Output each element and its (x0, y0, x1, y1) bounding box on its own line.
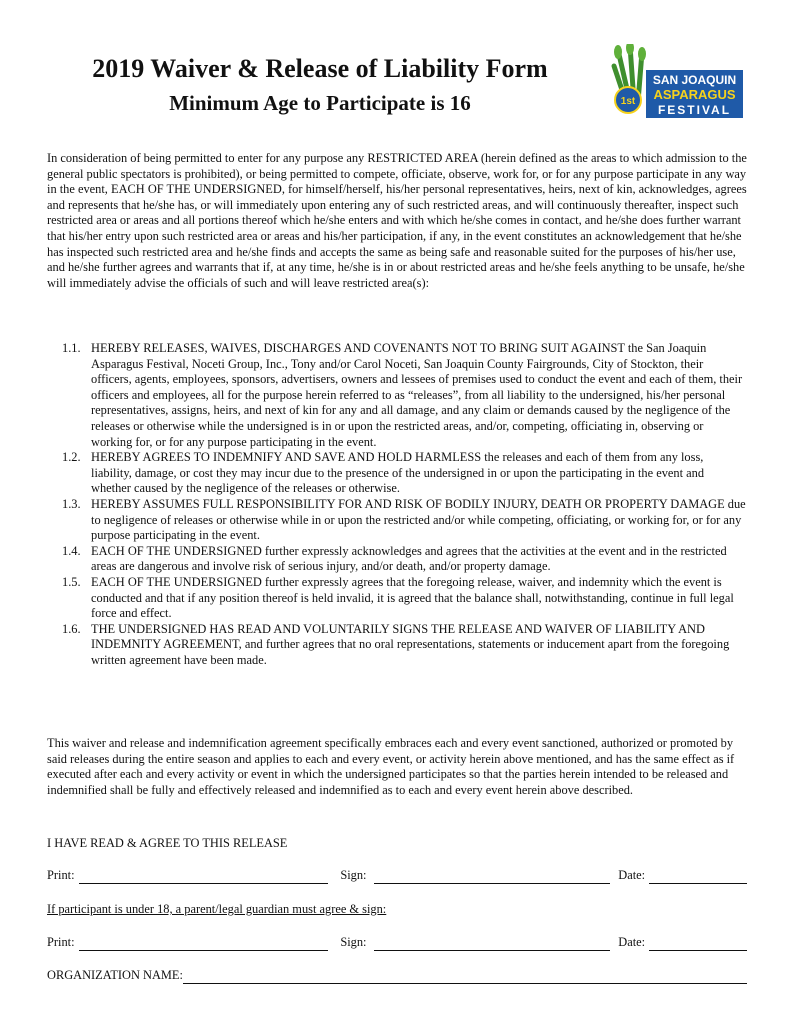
logo-line-2: ASPARAGUS (653, 87, 736, 102)
clause-text: THE UNDERSIGNED HAS READ AND VOLUNTARILY SIGNS THE RELEASE AND WAIVER OF LIABILITY AND INDEMNITY AGREEMENT, and further agrees that no oral representations, statements or inducement apart from the foregoing written agreement have been made. (91, 621, 730, 667)
guardian-sign-field[interactable] (374, 938, 610, 951)
organization-row (47, 966, 747, 984)
clause-item (62, 341, 746, 450)
guardian-signature-row (47, 933, 747, 951)
clause-item (62, 450, 746, 497)
logo-line-1: SAN JOAQUIN (652, 73, 737, 87)
clause-text: EACH OF THE UNDERSIGNED further expressly agrees that the foregoing release, waiver, and indemnity which the event is conducted and that if any position thereof is held invalid, it is agreed that the balance shall, notwithstanding, continue in full legal force and effect. (91, 574, 734, 621)
date-label: Date: (618, 935, 646, 949)
organization-name-field[interactable] (183, 971, 747, 984)
clause-number: 1.5. (62, 574, 81, 589)
svg-text:1st: 1st (620, 96, 636, 107)
print-label: Print: (47, 868, 75, 882)
print-label: Print: (47, 935, 75, 949)
clause-item (62, 497, 746, 544)
participant-print-field[interactable] (79, 871, 329, 884)
organization-label: ORGANIZATION NAME: (47, 968, 183, 982)
clause-text: HEREBY RELEASES, WAIVES, DISCHARGES AND COVENANTS NOT TO BRING SUIT AGAINST the San Joaquin Asparagus Festival, Noceti Group, Inc., Tony and/or Carol Noceti, San Joaquin County Fairgrounds, City of Stockton, their officers, agents, employees, sponsors, advertisers, owners and lessees of premises used to conduct the event and each of them, their officers and employees, all for the purpose herein referred to as “releases”, from all liability to the undersigned, his/her personal representatives, assigns, heirs, and next of kin for any and all damage, and any claim or demands caused by the negligence of the releases or otherwise while the undersigned is in or upon the restricted areas, and/or, competing, officiating in, observing or working for, or for any purpose participating in the event. (91, 341, 743, 449)
sign-label: Sign: (340, 935, 367, 949)
clause-text: HEREBY ASSUMES FULL RESPONSIBILITY FOR AND RISK OF BODILY INJURY, DEATH OR PROPERTY DAMAGE due to negligence of releases or otherwise while in or upon the restricted and/or while competing, officiating, or working for, or for any purpose participating in the event. (91, 496, 746, 543)
clause-number: 1.1. (62, 341, 81, 355)
guardian-date-field[interactable] (649, 938, 747, 951)
participant-sign-field[interactable] (374, 871, 610, 884)
date-label: Date: (618, 868, 646, 882)
participant-signature-row (47, 866, 747, 884)
form-title: 2019 Waiver & Release of Liability Form (92, 54, 548, 83)
guardian-notice: If participant is under 18, a parent/legal guardian must agree & sign: (47, 902, 387, 916)
clause-text: HEREBY AGREES TO INDEMNIFY AND SAVE AND HOLD HARMLESS the releases and each of them from any loss, liability, damage, or cost they may incur due to the presence of the undersigned in or upon the participating in the event and whether caused by the negligence of the releases or otherwise. (91, 450, 705, 496)
logo-line-3: FESTIVAL (657, 103, 732, 117)
clause-item (62, 622, 746, 669)
guardian-print-field[interactable] (79, 938, 329, 951)
form-subtitle: Minimum Age to Participate is 16 (169, 91, 471, 115)
sign-label: Sign: (340, 868, 367, 882)
participant-date-field[interactable] (649, 871, 747, 884)
clause-number: 1.2. (62, 450, 81, 465)
clause-list (62, 341, 746, 668)
clause-item (62, 575, 746, 622)
festival-logo (610, 44, 745, 126)
intro-paragraph: In consideration of being permitted to enter for any purpose any RESTRICTED AREA (herein defined as the areas to which admission to the general public spectators is prohibited), or being permitted to compete, officiate, observe, work for, or for any purpose participate in any way in the event, EACH OF THE UNDERSIGNED, for himself/herself, his/her personal representatives, heirs, next of kin, acknowledges, agrees and represents that he/she has, or will immediately upon entering any of such restricted areas, and will continuously thereafter, inspect such restricted area or areas and all portions thereof which he/she enters and with which he/she comes in contact, and he/she does further warrant that his/her entry upon such restricted area or areas and his/her participation, if any, in the event constitutes an acknowledgement that he/she has inspected such restricted area and he/she finds and accepts the same as being safe and reasonable suited for the purposes of his/her use, and he/she further agrees and warrants that if, at any time, he/she is in or about restricted areas and he/she feels anything to be unsafe, he/she will immediately advise the officials of such and will leave restricted area(s): (47, 151, 747, 290)
clause-number: 1.3. (62, 496, 81, 511)
clause-item (62, 544, 746, 575)
closing-paragraph: This waiver and release and indemnification agreement specifically embraces each and every event sanctioned, authorized or promoted by said releases during the entire season and applies to each and every event, or activity herein above mentioned, and has the same effect as if executed after each and every activity or event in which the undersigned participates so that the parties herein intended to be released and indemnified shall be fully and effectively released and indemnified as to each and every event herein above described. (47, 736, 735, 797)
clause-number: 1.4. (62, 543, 81, 558)
clause-text: EACH OF THE UNDERSIGNED further expressly acknowledges and agrees that the activities at the event and in the restricted areas are dangerous and involve risk of serious injury, and/or death, and/or property damage. (91, 543, 727, 574)
clause-number: 1.6. (62, 621, 81, 636)
agree-statement: I HAVE READ & AGREE TO THIS RELEASE (47, 836, 288, 850)
